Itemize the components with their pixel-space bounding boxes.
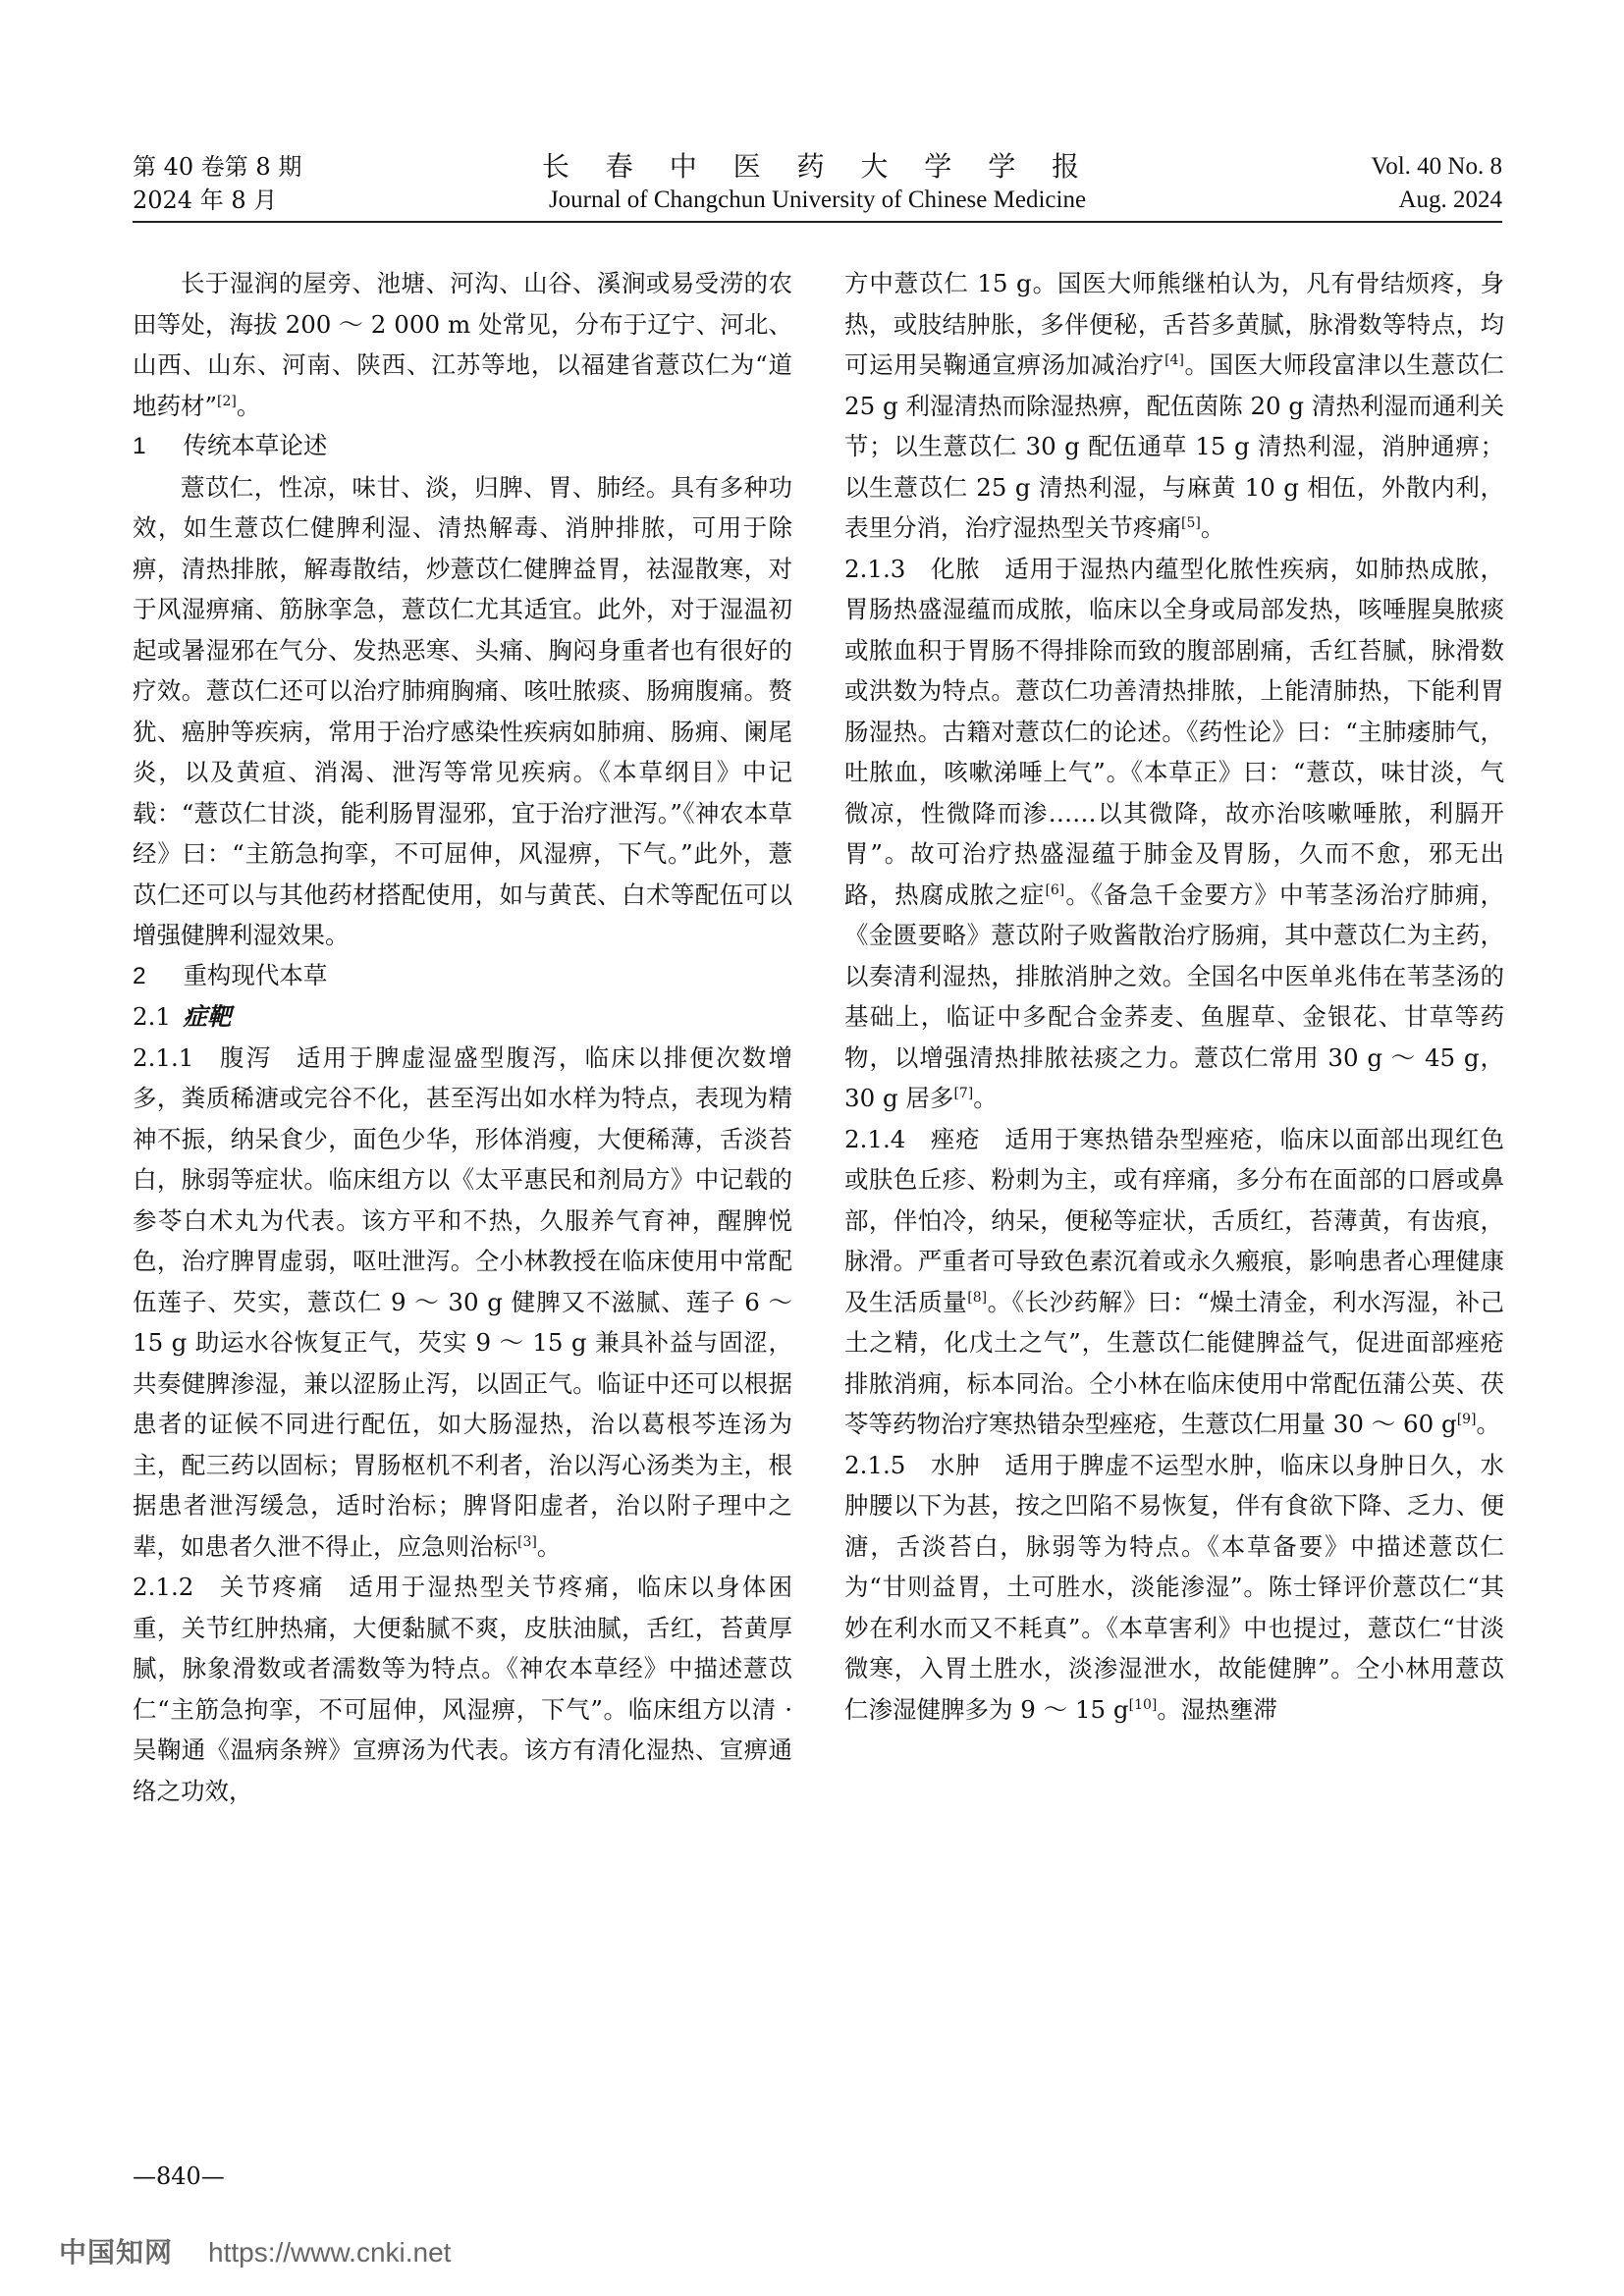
item-2-1-4-acne: 2.1.4 痤疮 适用于寒热错杂型痤疮，临床以面部出现红色或肤色丘疹、粉刺为主，或有痒痛，多分布在面部的口唇或鼻部，伴怕冷，纳呆，便秘等症状，舌质红，苔薄黄，有齿痕，脉滑。严重者可导致色素沉着或永久瘢痕，影响患者心理健康及生活质量[8]。《长沙药解》曰：“燥土清金，利水泻湿，补己土之精，化戊土之气”，生薏苡仁能健脾益气，促进面部痤疮排脓消痈，标本同治。仝小林在临床使用中常配伍蒲公英、茯苓等药物治疗寒热错杂型痤疮，生薏苡仁用量 30 ～ 60 g[9]。 — [844, 1124, 1505, 1438]
item-2-1-5-edema: 2.1.5 水肿 适用于脾虚不运型水肿，临床以身肿日久，水肿腰以下为甚，按之凹陷不易恢复，伴有食欲下降、乏力、便溏，舌淡苔白，脉弱等为特点。《本草备要》中描述薏苡仁为“甘则益胃，土可胜水，淡能渗湿”。陈士铎评价薏苡仁“其妙在利水而又不耗真”。《本草害利》中也提过，薏苡仁“甘淡微寒，入胃土胜水，淡渗湿泄水，故能健脾”。仝小林用薏苡仁渗湿健脾多为 9 ～ 15 g[10]。湿热壅滞 — [844, 1450, 1504, 1724]
citation[interactable]: [3] — [517, 1533, 537, 1550]
citation[interactable]: [2] — [217, 393, 237, 409]
citation[interactable]: [8] — [967, 1289, 988, 1306]
volume-issue-cn: 第 40 卷第 8 期 — [133, 153, 302, 181]
item-2-1-2-joint-pain: 2.1.2 关节疼痛 适用于湿热型关节疼痛，临床以身体困重，关节红肿热痛，大便黏腻不爽，皮肤油腻，舌红，苔黄厚腻，脉象滑数或者濡数等为特点。《神农本草经》中描述薏苡仁“主筋急拘挛，不可屈伸，风湿痹，下气”。临床组方以清 · 吴鞠通《温病条辨》宣痹汤为代表。该方有清化湿热、宣痹通络之功效， — [133, 1573, 793, 1805]
volume-issue-en: Vol. 40 No. 8 — [1371, 153, 1502, 180]
citation[interactable]: [5] — [1181, 515, 1201, 531]
section-heading-1: 1 传统本草论述 — [133, 433, 328, 459]
citation[interactable]: [6] — [1045, 881, 1065, 898]
cnki-url[interactable]: https://www.cnki.net — [208, 2237, 452, 2268]
journal-title — [133, 150, 1502, 217]
left-column — [133, 263, 792, 1811]
citation[interactable]: [9] — [1456, 1412, 1477, 1427]
right-column — [844, 263, 1504, 1730]
citation[interactable]: [4] — [1164, 352, 1184, 368]
cnki-watermark — [59, 2233, 451, 2272]
header-rule — [133, 221, 1502, 223]
date-cn: 2024 年 8 月 — [133, 187, 278, 214]
issue-info-en — [1371, 150, 1502, 217]
paragraph-traditional: 薏苡仁，性凉，味甘、淡，归脾、胃、肺经。具有多种功效，如生薏苡仁健脾利湿、清热解毒、消肿排脓，可用于除痹，清热排脓，解毒散结，炒薏苡仁健脾益胃，祛湿散寒，对于风湿痹痛、筋脉挛急，薏苡仁尤其适宜。此外，对于湿温初起或暑湿邪在气分、发热恶寒、头痛、胸闷身重者也有很好的疗效。薏苡仁还可以治疗肺痈胸痛、咳吐脓痰、肠痈腹痛。赘犹、癌肿等疾病，常用于治疗感染性疾病如肺痈、肠痈、阑尾炎，以及黄疸、消渴、泄泻等常见疾病。《本草纲目》中记载：“薏苡仁甘淡，能利肠胃湿邪，宜于治疗泄泻。”《神农本草经》曰：“主筋急拘挛，不可屈伸，风湿痹，下气。”此外，薏苡仁还可以与其他药材搭配使用，如与黄芪、白术等配伍可以增强健脾利湿效果。 — [133, 472, 792, 949]
paragraph-habitat: 长于湿润的屋旁、池塘、河沟、山谷、溪涧或易受涝的农田等处，海拔 200 ～ 2 000 m 处常见，分布于辽宁、河北、山西、山东、河南、陕西、江苏等地，以福建省薏苡仁为“道地药材”[2]。 — [133, 269, 792, 420]
citation[interactable]: [10] — [1128, 1696, 1158, 1713]
item-2-1-3-suppuration: 2.1.3 化脓 适用于湿热内蕴型化脓性疾病，如肺热成脓，胃肠热盛湿蕴而成脓，临床以全身或局部发热，咳唾腥臭脓痰或脓血积于胃肠不得排除而致的腹部剧痛，舌红苔腻，脉滑数或洪数为特点。薏苡仁功善清热排脓，上能清肺热，下能利胃肠湿热。古籍对薏苡仁的论述。《药性论》曰：“主肺痿肺气，吐脓血，咳嗽涕唾上气”。《本草正》曰：“薏苡，味甘淡，气微凉，性微降而渗……以其微降，故亦治咳嗽唾脓，利膈开胃”。故可治疗热盛湿蕴于肺金及胃肠，久而不愈，邪无出路，热腐成脓之症[6]。《备急千金要方》中苇茎汤治疗肺痈，《金匮要略》薏苡附子败酱散治疗肠痈，其中薏苡仁为主药，以奏清利湿热，排脓消肿之效。全国名中医单兆伟在苇茎汤的基础上，临证中多配合金荞麦、鱼腥草、金银花、甘草等药物，以增强清热排脓祛痰之力。薏苡仁常用 30 g ～ 45 g，30 g 居多[7]。 — [844, 554, 1505, 1112]
page-number: —840— — [133, 2163, 225, 2190]
paragraph-joint-pain-cont: 方中薏苡仁 15 g。国医大师熊继柏认为，凡有骨结烦疼，身热，或肢结肿胀，多伴便秘，舌苔多黄腻，脉滑数等特点，均可运用吴鞠通宣痹汤加减治疗[4]。国医大师段富津以生薏苡仁 25 g 利湿清热而除湿热痹，配伍茵陈 20 g 清热利湿而通利关节；以生薏苡仁 30 g 配伍通草 15 g 清热利湿，消肿通痹；以生薏苡仁 25 g 清热利湿，与麻黄 10 g 相伍，外散内利，表里分消，治疗湿热型关节疼痛[5]。 — [844, 269, 1504, 542]
cnki-logo: 中国知网 — [59, 2237, 174, 2268]
journal-title-cn: 长 春 中 医 药 大 学 学 报 — [541, 150, 1094, 183]
journal-title-en: Journal of Changchun University of Chinese Medicine — [548, 187, 1087, 213]
subsection-heading-2-1: 2.1 症靶 — [133, 1002, 232, 1031]
citation[interactable]: [7] — [953, 1086, 974, 1101]
page-header — [133, 150, 1502, 221]
date-en: Aug. 2024 — [1398, 187, 1502, 213]
item-2-1-1-diarrhea: 2.1.1 腹泻 适用于脾虚湿盛型腹泻，临床以排便次数增多，粪质稀溏或完谷不化，甚至泻出如水样为特点，表现为精神不振，纳呆食少，面色少华，形体消瘦，大便稀薄，舌淡苔白，脉弱等症状。临床组方以《太平惠民和剂局方》中记载的参苓白术丸为代表。该方平和不热，久服养气育神，醒脾悦色，治疗脾胃虚弱，呕吐泄泻。仝小林教授在临床使用中常配伍莲子、芡实，薏苡仁 9 ～ 30 g 健脾又不滋腻、莲子 6 ～ 15 g 助运水谷恢复正气，芡实 9 ～ 15 g 兼具补益与固涩，共奏健脾渗湿，兼以涩肠止泻，以固正气。临证中还可以根据患者的证候不同进行配伍，如大肠湿热，治以葛根芩连汤为主，配三药以固标；胃肠枢机不利者，治以泻心汤类为主，根据患者泄泻缓急，适时治标；脾肾阳虚者，治以附子理中之辈，如患者久泄不得止，应急则治标[3]。 — [133, 1042, 792, 1561]
section-heading-2: 2 重构现代本草 — [133, 962, 328, 989]
